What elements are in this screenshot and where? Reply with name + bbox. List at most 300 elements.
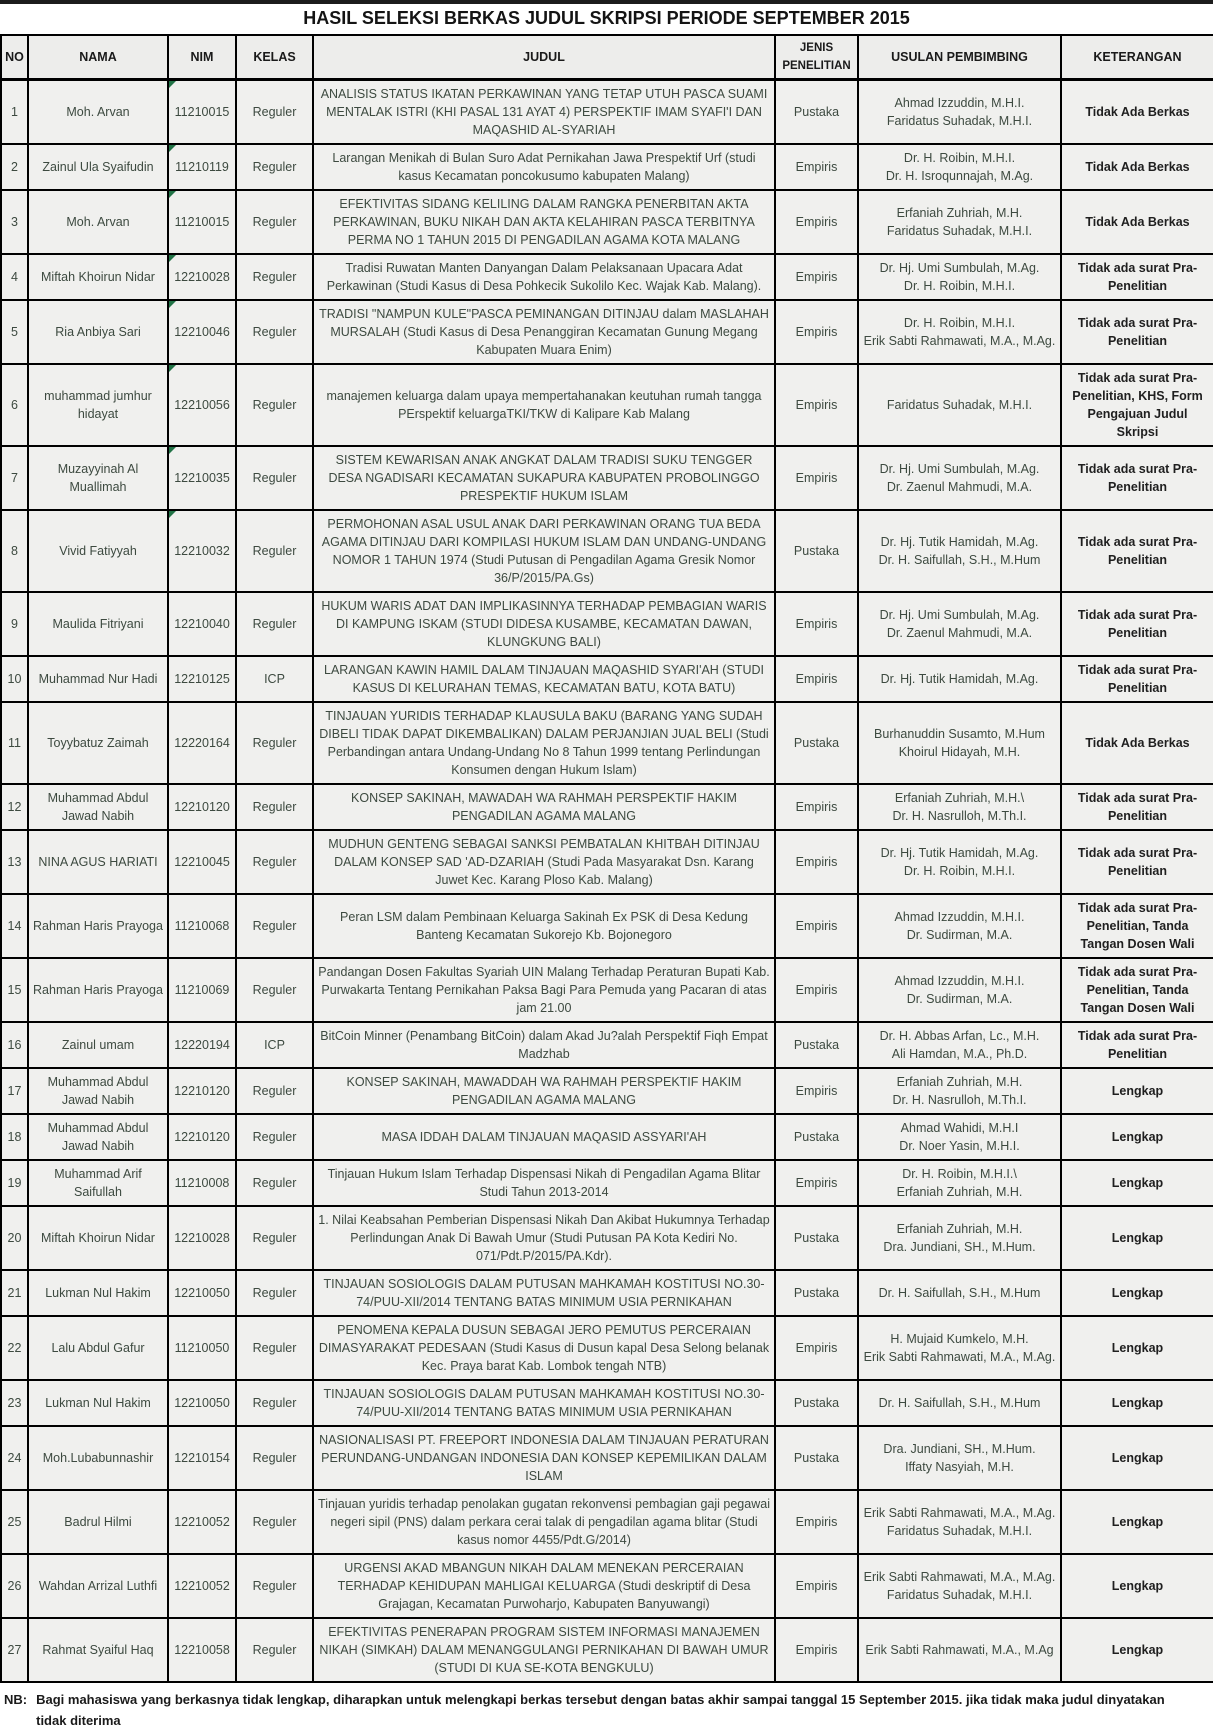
pembimbing-name: Dr. Hj. Umi Sumbulah, M.Ag. <box>879 462 1040 476</box>
cell-error-triangle-icon <box>169 365 176 372</box>
footnote-label: NB: <box>4 1692 28 1707</box>
pembimbing-cell <box>858 592 1061 656</box>
pembimbing-name: Dr. Noer Yasin, M.H.I. <box>899 1139 1020 1153</box>
table-row <box>1 1426 1213 1490</box>
pembimbing-name: Dr. H. Abbas Arfan, Lc., M.H. <box>879 1029 1040 1043</box>
pembimbing-cell <box>858 1380 1061 1426</box>
table-row <box>1 592 1213 656</box>
kelas-cell: Reguler <box>236 1206 313 1270</box>
row-number-cell: 17 <box>1 1068 28 1114</box>
keterangan-cell: Lengkap <box>1061 1490 1213 1554</box>
pembimbing-name: Dr. H. Roibin, M.H.I. <box>903 151 1016 165</box>
pembimbing-name: Dr. Hj. Umi Sumbulah, M.Ag. <box>879 261 1040 275</box>
column-header-usulan-pembimbing: USULAN PEMBIMBING <box>858 35 1061 80</box>
column-header-keterangan: KETERANGAN <box>1061 35 1213 80</box>
keterangan-cell: Lengkap <box>1061 1068 1213 1114</box>
cell-error-triangle-icon <box>169 255 176 262</box>
pembimbing-cell <box>858 1022 1061 1068</box>
pembimbing-name: Khoirul Hidayah, M.H. <box>898 745 1021 759</box>
table-row <box>1 894 1213 958</box>
jenis-penelitian-cell: Empiris <box>775 784 858 830</box>
kelas-cell: Reguler <box>236 1160 313 1206</box>
nim-cell: 12210028 <box>168 254 236 300</box>
nim-cell: 12210045 <box>168 830 236 894</box>
jenis-penelitian-cell: Pustaka <box>775 80 858 145</box>
kelas-cell: Reguler <box>236 446 313 510</box>
keterangan-cell: Tidak ada surat Pra-Penelitian <box>1061 592 1213 656</box>
pembimbing-name: Erfaniah Zuhriah, M.H. <box>896 1222 1023 1236</box>
cell-error-triangle-icon <box>169 191 176 198</box>
nim-cell: 12220194 <box>168 1022 236 1068</box>
nim-cell: 12210050 <box>168 1380 236 1426</box>
row-number-cell: 11 <box>1 702 28 784</box>
keterangan-cell: Lengkap <box>1061 1426 1213 1490</box>
pembimbing-name: Dr. Hj. Tutik Hamidah, M.Ag. <box>880 535 1039 549</box>
pembimbing-name: Faridatus Suhadak, M.H.I. <box>886 1524 1033 1538</box>
judul-cell: MASA IDDAH DALAM TINJAUAN MAQASID ASSYARI'AH <box>313 1114 775 1160</box>
kelas-cell: Reguler <box>236 894 313 958</box>
nama-cell: NINA AGUS HARIATI <box>28 830 168 894</box>
nama-cell: Lukman Nul Hakim <box>28 1270 168 1316</box>
jenis-penelitian-cell: Empiris <box>775 592 858 656</box>
table-row <box>1 446 1213 510</box>
table-row <box>1 144 1213 190</box>
keterangan-cell: Tidak ada surat Pra-Penelitian <box>1061 446 1213 510</box>
nama-cell: Miftah Khoirun Nidar <box>28 254 168 300</box>
nim-cell: 12210056 <box>168 364 236 446</box>
judul-cell: Tradisi Ruwatan Manten Danyangan Dalam Pelaksanaan Upacara Adat Perkawinan (Studi Kasus di Desa Pohkecik Sukolilo Kec. Wajak Kab. Malang). <box>313 254 775 300</box>
table-row <box>1 1270 1213 1316</box>
judul-cell: Peran LSM dalam Pembinaan Keluarga Sakinah Ex PSK di Desa Kedung Banteng Kecamatan Sukorejo Kb. Bojonegoro <box>313 894 775 958</box>
nim-cell: 12210040 <box>168 592 236 656</box>
table-row <box>1 254 1213 300</box>
keterangan-cell: Tidak ada surat Pra-Penelitian <box>1061 830 1213 894</box>
nama-cell: Zainul umam <box>28 1022 168 1068</box>
row-number-cell: 18 <box>1 1114 28 1160</box>
pembimbing-cell <box>858 446 1061 510</box>
table-row <box>1 190 1213 254</box>
row-number-cell: 25 <box>1 1490 28 1554</box>
keterangan-cell: Lengkap <box>1061 1618 1213 1682</box>
nama-cell: muhammad jumhur hidayat <box>28 364 168 446</box>
pembimbing-name: Dr. H. Isroqunnajah, M.Ag. <box>885 169 1034 183</box>
row-number-cell: 24 <box>1 1426 28 1490</box>
pembimbing-cell <box>858 1554 1061 1618</box>
pembimbing-cell <box>858 80 1061 145</box>
nama-cell: Rahman Haris Prayoga <box>28 958 168 1022</box>
judul-cell: EFEKTIVITAS PENERAPAN PROGRAM SISTEM INFORMASI MANAJEMEN NIKAH (SIMKAH) DALAM MENANGGULANGI PERNIKAHAN DI BAWAH UMUR (STUDI DI KUA SE-KOTA BENGKULU) <box>313 1618 775 1682</box>
row-number-cell: 20 <box>1 1206 28 1270</box>
column-header-jenis-penelitian: JENIS PENELITIAN <box>775 35 858 80</box>
row-number-cell: 1 <box>1 80 28 145</box>
table-row <box>1 1490 1213 1554</box>
pembimbing-name: Dr. H. Roibin, M.H.I. <box>903 279 1016 293</box>
nim-cell: 12210052 <box>168 1490 236 1554</box>
jenis-penelitian-cell: Pustaka <box>775 1426 858 1490</box>
jenis-penelitian-cell: Empiris <box>775 1160 858 1206</box>
table-row <box>1 1380 1213 1426</box>
nim-cell: 12210032 <box>168 510 236 592</box>
nama-cell: Muzayyinah Al Muallimah <box>28 446 168 510</box>
keterangan-cell: Lengkap <box>1061 1206 1213 1270</box>
nama-cell: Muhammad Arif Saifullah <box>28 1160 168 1206</box>
judul-cell: HUKUM WARIS ADAT DAN IMPLIKASINNYA TERHADAP PEMBAGIAN WARIS DI KAMPUNG ISKAM (STUDI DIDESA KUSAMBE, KECAMATAN DAWAN, KLUNGKUNG BALI) <box>313 592 775 656</box>
kelas-cell: Reguler <box>236 1426 313 1490</box>
keterangan-cell: Lengkap <box>1061 1316 1213 1380</box>
table-row <box>1 830 1213 894</box>
pembimbing-cell <box>858 190 1061 254</box>
kelas-cell: Reguler <box>236 144 313 190</box>
pembimbing-name: Erik Sabti Rahmawati, M.A., M.Ag. <box>863 1506 1056 1520</box>
nim-cell: 12220164 <box>168 702 236 784</box>
pembimbing-name: Erik Sabti Rahmawati, M.A., M.Ag. <box>863 334 1056 348</box>
jenis-penelitian-cell: Empiris <box>775 144 858 190</box>
page-title: HASIL SELEKSI BERKAS JUDUL SKRIPSI PERIODE SEPTEMBER 2015 <box>303 8 910 28</box>
row-number-cell: 8 <box>1 510 28 592</box>
pembimbing-name: Erfaniah Zuhriah, M.H.\ <box>894 791 1025 805</box>
judul-cell: Larangan Menikah di Bulan Suro Adat Pernikahan Jawa Prespektif Urf (studi kasus Kecamatan poncokusumo kabupaten Malang) <box>313 144 775 190</box>
jenis-penelitian-cell: Empiris <box>775 446 858 510</box>
jenis-penelitian-cell: Empiris <box>775 190 858 254</box>
pembimbing-cell <box>858 1316 1061 1380</box>
keterangan-cell: Lengkap <box>1061 1554 1213 1618</box>
keterangan-cell: Tidak Ada Berkas <box>1061 80 1213 145</box>
judul-cell: BitCoin Minner (Penambang BitCoin) dalam Akad Ju?alah Perspektif Fiqh Empat Madzhab <box>313 1022 775 1068</box>
column-header-judul: JUDUL <box>313 35 775 80</box>
pembimbing-cell <box>858 1426 1061 1490</box>
judul-cell: TINJAUAN YURIDIS TERHADAP KLAUSULA BAKU (BARANG YANG SUDAH DIBELI TIDAK DAPAT DIKEMBALIKAN) DALAM PERJANJIAN JUAL BELI (Studi Perbandingan antara Undang-Undang No 8 Tahun 1999 tentang Perlindungan Konsumen dengan Hukum Islam) <box>313 702 775 784</box>
kelas-cell: Reguler <box>236 830 313 894</box>
table-row <box>1 1554 1213 1618</box>
nama-cell: Miftah Khoirun Nidar <box>28 1206 168 1270</box>
table-row <box>1 1068 1213 1114</box>
cell-error-triangle-icon <box>169 81 176 88</box>
row-number-cell: 3 <box>1 190 28 254</box>
keterangan-cell: Tidak Ada Berkas <box>1061 702 1213 784</box>
pembimbing-name: Faridatus Suhadak, M.H.I. <box>886 398 1033 412</box>
jenis-penelitian-cell: Empiris <box>775 958 858 1022</box>
jenis-penelitian-cell: Empiris <box>775 894 858 958</box>
row-number-cell: 26 <box>1 1554 28 1618</box>
keterangan-cell: Tidak ada surat Pra-Penelitian, KHS, Form Pengajuan Judul Skripsi <box>1061 364 1213 446</box>
kelas-cell: Reguler <box>236 1068 313 1114</box>
pembimbing-cell <box>858 958 1061 1022</box>
kelas-cell: Reguler <box>236 80 313 145</box>
judul-cell: NASIONALISASI PT. FREEPORT INDONESIA DALAM TINJAUAN PERATURAN PERUNDANG-UNDANGAN INDONESIA DAN KONSEP KEPEMILIKAN DALAM ISLAM <box>313 1426 775 1490</box>
nim-cell: 12210050 <box>168 1270 236 1316</box>
judul-cell: SISTEM KEWARISAN ANAK ANGKAT DALAM TRADISI SUKU TENGGER DESA NGADISARI KECAMATAN SUKAPURA KABUPATEN PROBOLINGGO PRESPEKTIF HUKUM ISLAM <box>313 446 775 510</box>
nim-cell: 12210028 <box>168 1206 236 1270</box>
pembimbing-name: Faridatus Suhadak, M.H.I. <box>886 224 1033 238</box>
pembimbing-name: Erfaniah Zuhriah, M.H. <box>896 1185 1023 1199</box>
row-number-cell: 4 <box>1 254 28 300</box>
pembimbing-name: Dr. Sudirman, M.A. <box>906 928 1013 942</box>
kelas-cell: Reguler <box>236 254 313 300</box>
nama-cell: Muhammad Nur Hadi <box>28 656 168 702</box>
row-number-cell: 27 <box>1 1618 28 1682</box>
keterangan-cell: Tidak ada surat Pra-Penelitian, Tanda Tangan Dosen Wali <box>1061 958 1213 1022</box>
nim-cell: 12210120 <box>168 1068 236 1114</box>
nim-cell: 11210008 <box>168 1160 236 1206</box>
judul-cell: 1. Nilai Keabsahan Pemberian Dispensasi Nikah Dan Akibat Hukumnya Terhadap Perlindungan Anak Di Bawah Umur (Studi Putusan PA Kota Kediri No. 071/Pdt.P/2015/PA.Kdr). <box>313 1206 775 1270</box>
column-header-nim: NIM <box>168 35 236 80</box>
nim-cell: 12210120 <box>168 1114 236 1160</box>
nama-cell: Muhammad Abdul Jawad Nabih <box>28 1068 168 1114</box>
table-row <box>1 1316 1213 1380</box>
jenis-penelitian-cell: Empiris <box>775 300 858 364</box>
row-number-cell: 12 <box>1 784 28 830</box>
table-row <box>1 1114 1213 1160</box>
cell-error-triangle-icon <box>169 145 176 152</box>
pembimbing-name: Burhanuddin Susamto, M.Hum <box>874 727 1045 741</box>
row-number-cell: 13 <box>1 830 28 894</box>
jenis-penelitian-cell: Empiris <box>775 1554 858 1618</box>
nama-cell: Wahdan Arrizal Luthfi <box>28 1554 168 1618</box>
nama-cell: Moh.Lubabunnashir <box>28 1426 168 1490</box>
row-number-cell: 9 <box>1 592 28 656</box>
judul-cell: ANALISIS STATUS IKATAN PERKAWINAN YANG TETAP UTUH PASCA SUAMI MENTALAK ISTRI (KHI PASAL 131 AYAT 4) PERSPEKTIF IMAM SYAFI'I DAN MAQASHID AL-SYARIAH <box>313 80 775 145</box>
kelas-cell: Reguler <box>236 300 313 364</box>
table-row <box>1 300 1213 364</box>
nim-cell: 11210068 <box>168 894 236 958</box>
kelas-cell: Reguler <box>236 190 313 254</box>
row-number-cell: 23 <box>1 1380 28 1426</box>
pembimbing-name: Iffaty Nasyiah, M.H. <box>905 1460 1014 1474</box>
jenis-penelitian-cell: Pustaka <box>775 1380 858 1426</box>
table-row <box>1 1160 1213 1206</box>
keterangan-cell: Lengkap <box>1061 1160 1213 1206</box>
pembimbing-name: Ahmad Izzuddin, M.H.I. <box>894 974 1025 988</box>
pembimbing-name: Erik Sabti Rahmawati, M.A., M.Ag <box>865 1643 1054 1657</box>
pembimbing-cell <box>858 1068 1061 1114</box>
keterangan-cell: Tidak Ada Berkas <box>1061 144 1213 190</box>
pembimbing-name: Dr. Hj. Tutik Hamidah, M.Ag. <box>880 672 1039 686</box>
pembimbing-cell <box>858 1160 1061 1206</box>
pembimbing-cell <box>858 894 1061 958</box>
pembimbing-cell <box>858 144 1061 190</box>
pembimbing-name: Dr. H. Roibin, M.H.I.\ <box>902 1167 1017 1181</box>
table-row <box>1 958 1213 1022</box>
table-row <box>1 364 1213 446</box>
jenis-penelitian-cell: Empiris <box>775 1490 858 1554</box>
pembimbing-cell <box>858 510 1061 592</box>
jenis-penelitian-cell: Empiris <box>775 364 858 446</box>
pembimbing-name: Ahmad Izzuddin, M.H.I. <box>894 96 1025 110</box>
pembimbing-name: Dr. H. Saifullah, S.H., M.Hum <box>878 1286 1041 1300</box>
nama-cell: Zainul Ula Syaifudin <box>28 144 168 190</box>
table-row <box>1 1022 1213 1068</box>
nim-cell: 11210015 <box>168 190 236 254</box>
pembimbing-cell <box>858 1270 1061 1316</box>
table-row <box>1 1618 1213 1682</box>
pembimbing-cell <box>858 702 1061 784</box>
jenis-penelitian-cell: Empiris <box>775 1316 858 1380</box>
keterangan-cell: Lengkap <box>1061 1114 1213 1160</box>
pembimbing-name: Erik Sabti Rahmawati, M.A., M.Ag. <box>863 1570 1056 1584</box>
pembimbing-cell <box>858 364 1061 446</box>
nim-cell: 11210069 <box>168 958 236 1022</box>
nim-cell: 11210015 <box>168 80 236 145</box>
kelas-cell: Reguler <box>236 364 313 446</box>
keterangan-cell: Tidak ada surat Pra-Penelitian <box>1061 784 1213 830</box>
nama-cell: Muhammad Abdul Jawad Nabih <box>28 1114 168 1160</box>
kelas-cell: Reguler <box>236 1270 313 1316</box>
pembimbing-name: Faridatus Suhadak, M.H.I. <box>886 1588 1033 1602</box>
pembimbing-name: Dra. Jundiani, SH., M.Hum. <box>883 1240 1036 1254</box>
pembimbing-cell <box>858 656 1061 702</box>
judul-cell: URGENSI AKAD MBANGUN NIKAH DALAM MENEKAN PERCERAIAN TERHADAP KEHIDUPAN MAHLIGAI KELUARGA (Studi deskriptif di Desa Grajagan, Kecamatan Purwoharjo, Kabupaten Banyuwangi) <box>313 1554 775 1618</box>
row-number-cell: 10 <box>1 656 28 702</box>
keterangan-cell: Tidak ada surat Pra-Penelitian <box>1061 656 1213 702</box>
pembimbing-name: Dr. H. Roibin, M.H.I. <box>903 864 1016 878</box>
pembimbing-cell <box>858 1490 1061 1554</box>
nama-cell: Badrul Hilmi <box>28 1490 168 1554</box>
keterangan-cell: Tidak ada surat Pra-Penelitian, Tanda Tangan Dosen Wali <box>1061 894 1213 958</box>
judul-cell: EFEKTIVITAS SIDANG KELILING DALAM RANGKA PENERBITAN AKTA PERKAWINAN, BUKU NIKAH DAN AKTA KELAHIRAN PASCA TERBITNYA PERMA NO 1 TAHUN 2015 DI PENGADILAN AGAMA KOTA MALANG <box>313 190 775 254</box>
column-header-no: NO <box>1 35 28 80</box>
nim-cell: 11210119 <box>168 144 236 190</box>
table-row <box>1 784 1213 830</box>
pembimbing-name: Ahmad Izzuddin, M.H.I. <box>894 910 1025 924</box>
judul-cell: Pandangan Dosen Fakultas Syariah UIN Malang Terhadap Peraturan Bupati Kab. Purwakarta Tentang Pernikahan Paksa Bagi Para Pemuda yang Pacaran di atas jam 21.00 <box>313 958 775 1022</box>
judul-cell: PERMOHONAN ASAL USUL ANAK DARI PERKAWINAN ORANG TUA BEDA AGAMA DITINJAU DARI KOMPILASI HUKUM ISLAM DAN UNDANG-UNDANG NOMOR 1 TAHUN 1974 (Studi Putusan di Pengadilan Agama Gresik Nomor 36/P/2015/PA.Gs) <box>313 510 775 592</box>
pembimbing-name: Ahmad Wahidi, M.H.I <box>900 1121 1019 1135</box>
nim-cell: 11210050 <box>168 1316 236 1380</box>
pembimbing-name: Dr. Hj. Umi Sumbulah, M.Ag. <box>879 608 1040 622</box>
nim-cell: 12210125 <box>168 656 236 702</box>
pembimbing-name: H. Mujaid Kumkelo, M.H. <box>890 1332 1029 1346</box>
nama-cell: Rahmat Syaiful Haq <box>28 1618 168 1682</box>
pembimbing-name: Dr. H. Saifullah, S.H., M.Hum <box>878 553 1041 567</box>
pembimbing-name: Dr. Hj. Tutik Hamidah, M.Ag. <box>880 846 1039 860</box>
nim-cell: 12210120 <box>168 784 236 830</box>
results-table-body <box>1 80 1213 1683</box>
kelas-cell: Reguler <box>236 958 313 1022</box>
nama-cell: Lalu Abdul Gafur <box>28 1316 168 1380</box>
kelas-cell: ICP <box>236 656 313 702</box>
pembimbing-name: Erfaniah Zuhriah, M.H. <box>896 1075 1023 1089</box>
judul-cell: Tinjauan Hukum Islam Terhadap Dispensasi Nikah di Pengadilan Agama Blitar Studi Tahun 2013-2014 <box>313 1160 775 1206</box>
jenis-penelitian-cell: Pustaka <box>775 1270 858 1316</box>
pembimbing-cell <box>858 300 1061 364</box>
row-number-cell: 15 <box>1 958 28 1022</box>
pembimbing-name: Dr. Sudirman, M.A. <box>906 992 1013 1006</box>
jenis-penelitian-cell: Pustaka <box>775 1206 858 1270</box>
cell-error-triangle-icon <box>169 447 176 454</box>
nama-cell: Rahman Haris Prayoga <box>28 894 168 958</box>
nim-cell: 12210154 <box>168 1426 236 1490</box>
kelas-cell: Reguler <box>236 1554 313 1618</box>
nim-cell: 12210035 <box>168 446 236 510</box>
keterangan-cell: Tidak ada surat Pra-Penelitian <box>1061 510 1213 592</box>
jenis-penelitian-cell: Empiris <box>775 1618 858 1682</box>
pembimbing-name: Dr. Zaenul Mahmudi, M.A. <box>886 626 1033 640</box>
judul-cell: TRADISI "NAMPUN KULE"PASCA PEMINANGAN DITINJAU dalam MASLAHAH MURSALAH (Studi Kasus di Desa Penanggiran Kecamatan Gunung Megang Kabupaten Muara Enim) <box>313 300 775 364</box>
judul-cell: TINJAUAN SOSIOLOGIS DALAM PUTUSAN MAHKAMAH KOSTITUSI NO.30-74/PUU-XII/2014 TENTANG BATAS MINIMUM USIA PERNIKAHAN <box>313 1270 775 1316</box>
judul-cell: manajemen keluarga dalam upaya mempertahanakan keutuhan rumah tangga PErspektif keluargaTKI/TKW di Kalipare Kab Malang <box>313 364 775 446</box>
judul-cell: LARANGAN KAWIN HAMIL DALAM TINJAUAN MAQASHID SYARI'AH (STUDI KASUS DI KELURAHAN TEMAS, KECAMATAN BATU, KOTA BATU) <box>313 656 775 702</box>
pembimbing-cell <box>858 1206 1061 1270</box>
judul-cell: KONSEP SAKINAH, MAWADDAH WA RAHMAH PERSPEKTIF HAKIM PENGADILAN AGAMA MALANG <box>313 1068 775 1114</box>
jenis-penelitian-cell: Pustaka <box>775 702 858 784</box>
kelas-cell: Reguler <box>236 1316 313 1380</box>
judul-cell: MUDHUN GENTENG SEBAGAI SANKSI PEMBATALAN KHITBAH DITINJAU DALAM KONSEP SAD 'AD-DZARIAH (Studi Pada Masyarakat Dsn. Karang Juwet Kec. Karang Ploso Kab. Malang) <box>313 830 775 894</box>
kelas-cell: Reguler <box>236 1618 313 1682</box>
kelas-cell: Reguler <box>236 1490 313 1554</box>
kelas-cell: Reguler <box>236 510 313 592</box>
nama-cell: Muhammad Abdul Jawad Nabih <box>28 784 168 830</box>
jenis-penelitian-cell: Pustaka <box>775 510 858 592</box>
row-number-cell: 7 <box>1 446 28 510</box>
nama-cell: Maulida Fitriyani <box>28 592 168 656</box>
keterangan-cell: Tidak Ada Berkas <box>1061 190 1213 254</box>
pembimbing-name: Dr. H. Nasrulloh, M.Th.I. <box>892 809 1027 823</box>
pembimbing-cell <box>858 1114 1061 1160</box>
row-number-cell: 5 <box>1 300 28 364</box>
nim-cell: 12210058 <box>168 1618 236 1682</box>
table-row <box>1 656 1213 702</box>
kelas-cell: ICP <box>236 1022 313 1068</box>
nim-cell: 12210046 <box>168 300 236 364</box>
jenis-penelitian-cell: Pustaka <box>775 1022 858 1068</box>
keterangan-cell: Tidak ada surat Pra-Penelitian <box>1061 300 1213 364</box>
table-header <box>1 35 1213 80</box>
column-header-nama: NAMA <box>28 35 168 80</box>
pembimbing-name: Erik Sabti Rahmawati, M.A., M.Ag. <box>863 1350 1056 1364</box>
pembimbing-name: Faridatus Suhadak, M.H.I. <box>886 114 1033 128</box>
table-row <box>1 80 1213 145</box>
row-number-cell: 16 <box>1 1022 28 1068</box>
row-number-cell: 22 <box>1 1316 28 1380</box>
cell-error-triangle-icon <box>169 301 176 308</box>
nama-cell: Moh. Arvan <box>28 80 168 145</box>
row-number-cell: 14 <box>1 894 28 958</box>
pembimbing-name: Dra. Jundiani, SH., M.Hum. <box>883 1442 1036 1456</box>
judul-cell: PENOMENA KEPALA DUSUN SEBAGAI JERO PEMUTUS PERCERAIAN DIMASYARAKAT PEDESAAN (Studi Kasus di Dusun kapal Desa Selong belanak Kec. Praya barat Kab. Lombok tengah NTB) <box>313 1316 775 1380</box>
jenis-penelitian-cell: Empiris <box>775 1068 858 1114</box>
cell-error-triangle-icon <box>169 511 176 518</box>
kelas-cell: Reguler <box>236 1114 313 1160</box>
jenis-penelitian-cell: Empiris <box>775 830 858 894</box>
keterangan-cell: Lengkap <box>1061 1270 1213 1316</box>
pembimbing-name: Erfaniah Zuhriah, M.H. <box>896 206 1023 220</box>
pembimbing-name: Dr. Zaenul Mahmudi, M.A. <box>886 480 1033 494</box>
nama-cell: Ria Anbiya Sari <box>28 300 168 364</box>
row-number-cell: 6 <box>1 364 28 446</box>
footnote <box>0 1683 1213 1731</box>
row-number-cell: 19 <box>1 1160 28 1206</box>
kelas-cell: Reguler <box>236 702 313 784</box>
table-row <box>1 510 1213 592</box>
nama-cell: Vivid Fatiyyah <box>28 510 168 592</box>
judul-cell: Tinjauan yuridis terhadap penolakan gugatan rekonvensi pembagian gaji pegawai negeri sipil (PNS) dalam perkara cerai talak di pengadilan agama blitar (Studi kasus nomor 4455/Pdt.G/2014) <box>313 1490 775 1554</box>
pembimbing-name: Ali Hamdan, M.A., Ph.D. <box>891 1047 1028 1061</box>
kelas-cell: Reguler <box>236 1380 313 1426</box>
judul-cell: TINJAUAN SOSIOLOGIS DALAM PUTUSAN MAHKAMAH KOSTITUSI NO.30-74/PUU-XII/2014 TENTANG BATAS MINIMUM USIA PERNIKAHAN <box>313 1380 775 1426</box>
keterangan-cell: Tidak ada surat Pra-Penelitian <box>1061 254 1213 300</box>
row-number-cell: 21 <box>1 1270 28 1316</box>
column-header-kelas: KELAS <box>236 35 313 80</box>
pembimbing-name: Dr. H. Nasrulloh, M.Th.I. <box>892 1093 1027 1107</box>
jenis-penelitian-cell: Empiris <box>775 656 858 702</box>
row-number-cell: 2 <box>1 144 28 190</box>
pembimbing-name: Dr. H. Saifullah, S.H., M.Hum <box>878 1396 1041 1410</box>
footnote-text: Bagi mahasiswa yang berkasnya tidak lengkap, diharapkan untuk melengkapi berkas tersebut dengan batas akhir sampai tanggal 15 September 2015. jika tidak maka judul dinyatakan tidak diterima <box>36 1692 1165 1728</box>
pembimbing-cell <box>858 784 1061 830</box>
judul-cell: KONSEP SAKINAH, MAWADAH WA RAHMAH PERSPEKTIF HAKIM PENGADILAN AGAMA MALANG <box>313 784 775 830</box>
keterangan-cell: Tidak ada surat Pra-Penelitian <box>1061 1022 1213 1068</box>
pembimbing-name: Dr. H. Roibin, M.H.I. <box>903 316 1016 330</box>
